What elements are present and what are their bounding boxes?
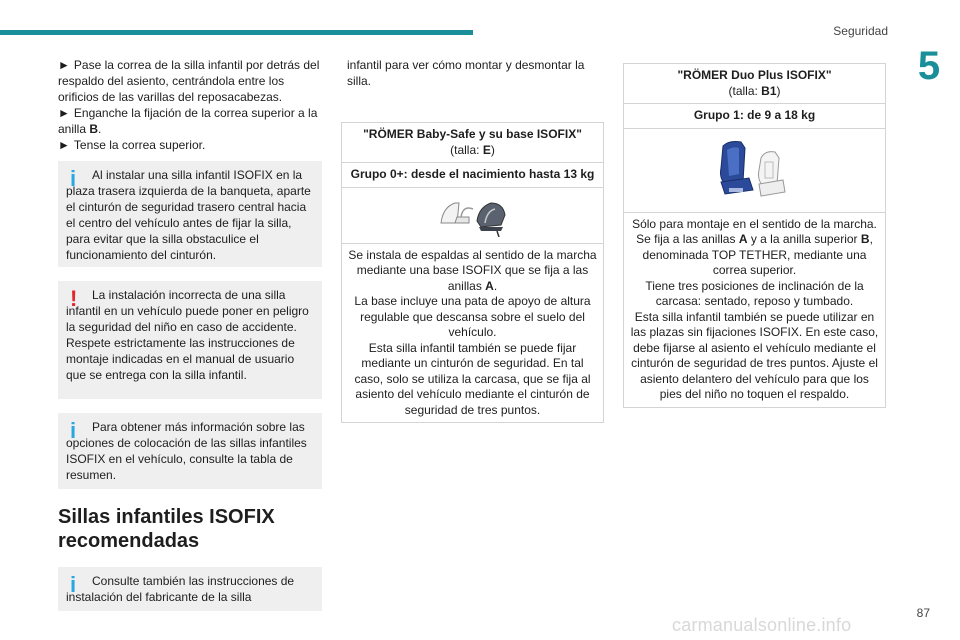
child-seat-table	[341, 122, 604, 423]
info-icon: i	[70, 572, 77, 597]
arrow-bullet-icon: ►	[58, 58, 70, 72]
seat-group: Grupo 1: de 9 a 18 kg	[624, 104, 885, 129]
seat-description: Se instala de espaldas al sentido de la marcha mediante una base ISOFIX que se fija a las anillas A. La base incluye una pata de apoyo de altura regulable que descansa sobre el suelo del vehículo. Esta silla infantil también se puede fijar mediante un cinturón de seguridad. En tal caso, solo se utiliza la carcasa, que se fija al asiento del vehículo mediante el cinturón de seguridad de tres puntos.	[348, 247, 597, 417]
section-title: Sillas infantiles ISOFIX recomendadas	[58, 506, 275, 552]
instruction-step: ► Pase la correa de la silla infantil por detrás del respaldo del asiento, centrándola entre los orificios de las varillas del reposacabezas.	[58, 58, 320, 104]
info-note: i Al instalar una silla infantil ISOFIX en la plaza trasera izquierda de la banqueta, aparte el cinturón de seguridad trasero central hacia el centro del vehículo antes de fijar la silla, para evitar que la silla obstaculice el funcionamiento del cinturón.	[58, 161, 322, 267]
instruction-step: ► Tense la correa superior.	[58, 138, 206, 152]
column-left	[58, 57, 322, 611]
seat-title-cell	[342, 123, 603, 163]
seat-size: (talla: E)	[450, 142, 495, 157]
warning-icon: !	[70, 286, 78, 311]
watermark: carmanualsonline.info	[672, 615, 852, 635]
warning-note: ! La instalación incorrecta de una silla infantil en un vehículo puede poner en peligro la seguridad del niño en caso de accidente. Respete estrictamente las instrucciones de montaje indicadas en el manual de usuario que se entrega con la silla infantil.	[58, 281, 322, 399]
info-icon: i	[70, 418, 77, 443]
seat-title-cell	[624, 64, 885, 104]
baby-seat-illustration-icon	[433, 193, 513, 237]
instruction-step: ► Enganche la fijación de la correa superior a la anilla B.	[58, 106, 318, 136]
info-note: i Para obtener más información sobre las opciones de colocación de las sillas infantiles ISOFIX en el vehículo, consulte la tabla de resumen.	[58, 413, 322, 489]
seat-name: "RÖMER Duo Plus ISOFIX"	[677, 68, 832, 82]
arrow-bullet-icon: ►	[58, 106, 70, 120]
seat-image	[624, 129, 885, 213]
continuation-text: infantil para ver cómo montar y desmontar la silla.	[347, 58, 585, 88]
seat-group: Grupo 0+: desde el nacimiento hasta 13 kg	[342, 163, 603, 188]
seat-name: "RÖMER Baby-Safe y su base ISOFIX"	[363, 127, 582, 141]
duo-plus-seat-illustration-icon	[715, 138, 795, 202]
info-note: i Consulte también las instrucciones de instalación del fabricante de la silla	[58, 567, 322, 611]
child-seat-table	[623, 63, 886, 408]
info-icon: i	[70, 166, 77, 191]
page-number: 87	[916, 606, 930, 620]
seat-description: Sólo para montaje en el sentido de la marcha. Se fija a las anillas A y a la anilla superior B, denominada TOP TETHER, mediante una correa superior. Tiene tres posiciones de inclinación de la carcasa: sentado, reposo y tumbado. Esta silla infantil también se puede utilizar en las plazas sin fijaciones ISOFIX. En este caso, debe fijarse al asiento el vehículo mediante el cinturón de seguridad de tres puntos. Ajuste el asiento delantero del vehículo para que los pies del niño no toquen el respaldo.	[630, 216, 879, 401]
section-header: Seguridad	[833, 24, 888, 38]
chapter-number: 5	[917, 44, 941, 88]
header-accent-bar	[0, 30, 473, 35]
seat-size: (talla: B1)	[728, 83, 781, 98]
seat-image	[342, 188, 603, 244]
arrow-bullet-icon: ►	[58, 138, 70, 152]
